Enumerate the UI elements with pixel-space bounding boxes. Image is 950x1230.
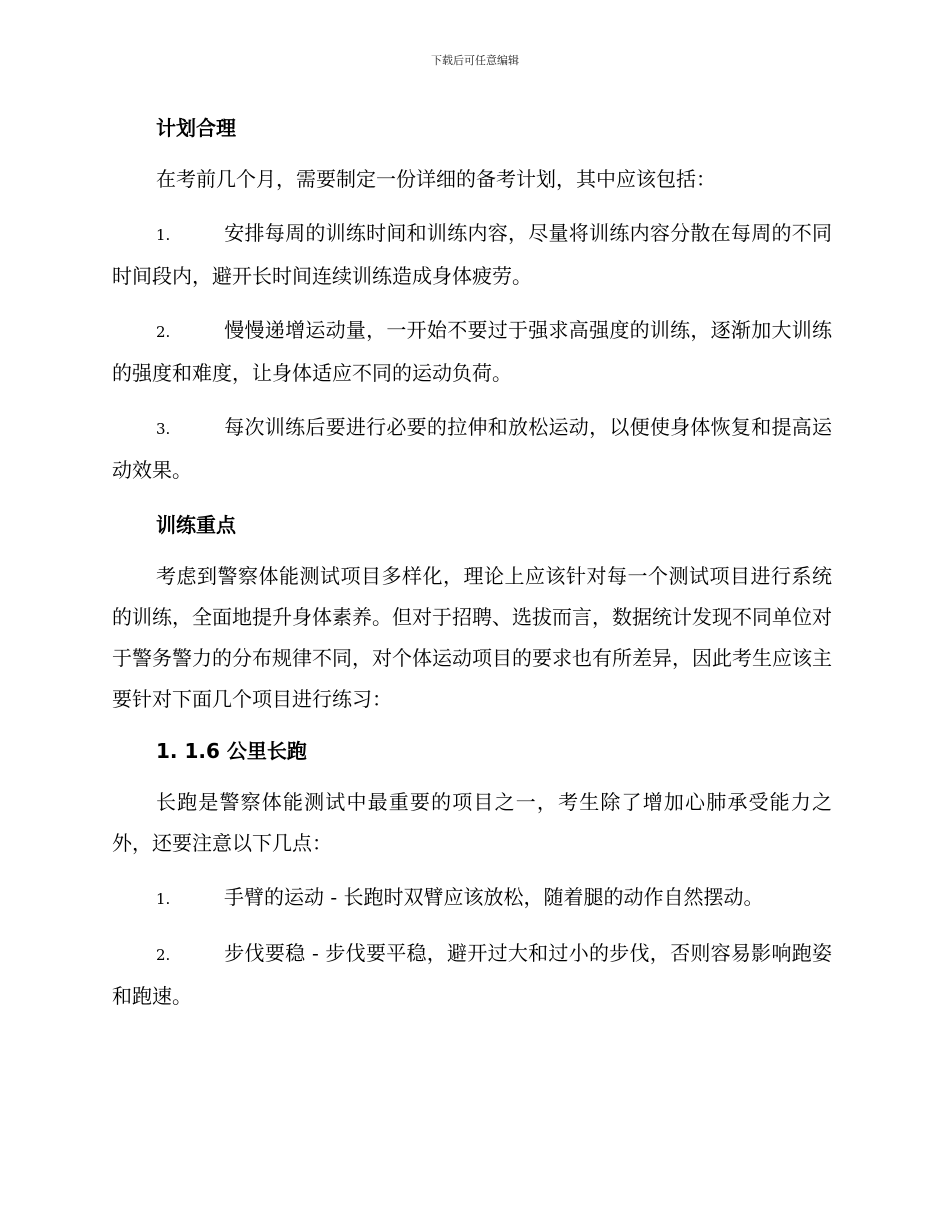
list-item-number: 1.: [156, 226, 171, 244]
document-body: [112, 110, 832, 1017]
section-heading-training-focus: 训练重点: [156, 513, 236, 537]
paragraph-long-run-intro: 长跑是警察体能测试中最重要的项目之一，考生除了增加心肺承受能力之外，还要注意以下几点：: [112, 790, 832, 855]
list-item-number: 1.: [156, 890, 171, 908]
page-header: 下载后可任意编辑: [431, 54, 519, 67]
list-item: [112, 877, 832, 920]
list-item-number: 2.: [156, 323, 171, 341]
section-heading-long-run: 1. 1.6 公里长跑: [156, 739, 307, 763]
list-item-text: 手臂的运动 - 长跑时双臂应该放松，随着腿的动作自然摆动。: [224, 885, 764, 909]
list-item-text: 每次训练后要进行必要的拉伸和放松运动，以便使身体恢复和提高运动效果。: [112, 415, 832, 482]
list-item-text: 步伐要稳 - 步伐要平稳，避开过大和过小的步伐，否则容易影响跑姿和跑速。: [112, 941, 832, 1008]
list-item: [112, 407, 832, 491]
list-item-number: 3.: [156, 420, 171, 438]
section-heading-plan: 计划合理: [156, 116, 236, 140]
list-item: [112, 213, 832, 297]
list-item-text: 慢慢递增运动量，一开始不要过于强求高强度的训练，逐渐加大训练的强度和难度，让身体适应不同的运动负荷。: [112, 318, 832, 385]
list-item-number: 2.: [156, 946, 171, 964]
list-item: [112, 310, 832, 394]
list-item-text: 安排每周的训练时间和训练内容，尽量将训练内容分散在每周的不同时间段内，避开长时间连续训练造成身体疲劳。: [112, 221, 832, 288]
paragraph-training-focus: 考虑到警察体能测试项目多样化，理论上应该针对每一个测试项目进行系统的训练，全面地提升身体素养。但对于招聘、选拔而言，数据统计发现不同单位对于警务警力的分布规律不同，对个体运动项目的要求也有所差异，因此考生应该主要针对下面几个项目进行练习：: [112, 564, 832, 711]
paragraph-plan-intro: 在考前几个月，需要制定一份详细的备考计划，其中应该包括：: [156, 167, 716, 191]
list-item: [112, 933, 832, 1017]
